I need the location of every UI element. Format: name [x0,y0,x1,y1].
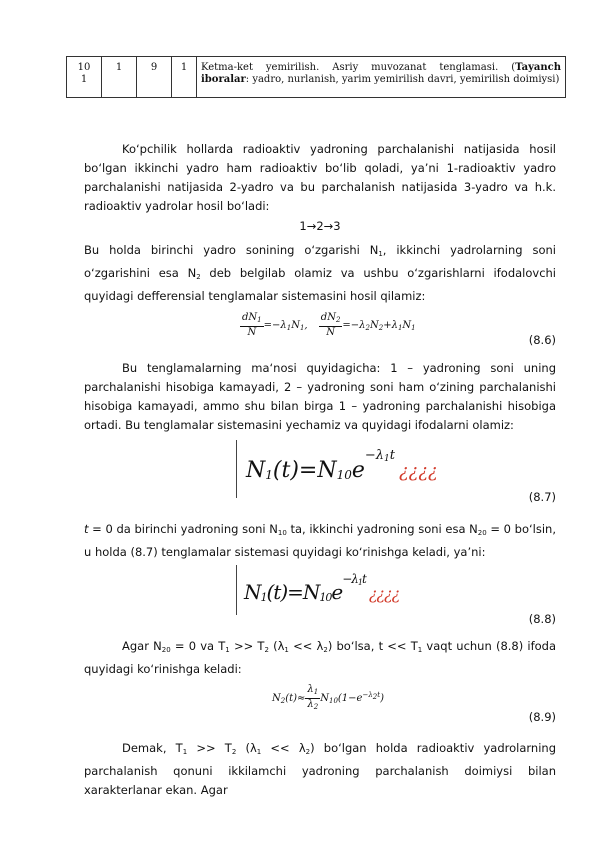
equation-8-7: $N_1(t)=N_{10}e^{-\lambda_1t}¿¿¿¿$ [246,448,438,483]
equation-8-8: $N_1(t)=N_{10}e^{-\lambda_1t}¿¿¿¿$ [244,572,400,604]
header-table [66,56,566,98]
equation-label-8-7: (8.7) [528,490,556,504]
table-cell-hours: 10 1 [67,57,102,98]
equation-brace [236,440,237,498]
equation-label-8-9: (8.9) [528,710,556,724]
equation-label-8-6: (8.6) [528,333,556,347]
equation-label-8-8: (8.8) [528,612,556,626]
table-cell-week: 9 [137,57,172,98]
table-cell-lecture: 1 [102,57,137,98]
paragraph-initial: t = 0 da birinchi yadroning soni $N_{10}$ ta, ikkinchi yadroning soni esa $N_{20} = 0$ bo‘lsin, u holda (8.7) tenglamalar sistemasi quyidagi ko‘rinishga keladi, ya’ni: [84,522,556,559]
paragraph-meaning: Bu tenglamalarning ma‘nosi quyidagicha: 1 – yadroning soni uning parchalanishi hisobiga kamayadi, 2 – yadroning soni ham o‘zining parchalanishi hisobiga kamayadi, ammo shu bilan birga 1 – yadroning parchalanishi hisobiga ortadi. Bu tenglamalar sistemasini yechamiz va quyidagi ifodalarni olamiz: [84,361,556,432]
paragraph-conclusion: Demak, $T_1 >> T_2$ $(\lambda_1 << \lambda_2)$ bo‘lgan holda radioaktiv yadrolarning parchalanish qonuni ikkilamchi yadroning parchalanish doimiysi bilan xarakterlanar ekan. Agar [84,741,556,797]
paragraph-notation: Bu holda birinchi yadro sonining o‘zgarishi $N_1$, ikkinchi yadrolarning soni o‘zgarishini esa $N_2$ deb belgilab olamiz va ushbu o‘zgarishlarni ifodalovchi quyidagi defferensial tenglamalar sistemasini hosil qilamiz: [84,243,557,303]
equation-8-9: $N_2(t)\approx$ $\frac{\lambda_1}{\lambda_2}$ $N_{10}(1-e^{-\lambda_2t})$ [272,684,384,711]
paragraph-condition: Agar $N_{20} = 0$ va $T_1 >> T_2$ $(\lambda_1 << \lambda_2)$ bo‘lsa, $t << T_1$ vaqt uchun (8.8) ifoda quyidagi ko‘rinishga keladi: [84,639,557,676]
paragraph-intro: Ko‘pchilik hollarda radioaktiv yadroning parchalanishi natijasida hosil bo‘lgan ikkinchi yadro ham radioaktiv bo‘lib qoladi, ya’ni 1-radioaktiv yadro parchalanishi natijasida 2-yadro va bu parchalanish natijasida 3-yadro va h.k. radioaktiv yadrolar hosil bo‘ladi: [84,142,556,213]
table-cell-topic: Ketma-ket yemirilish. Asriy muvozanat tenglamasi. (Tayanch iboralar: yadro, nurlanish, yarim yemirilish davri, yemirilish doimiysi) [197,57,566,98]
table-cell-count: 1 [172,57,197,98]
equation-brace-2 [236,565,237,615]
equation-8-6: $\frac{dN_1}{N}$ $=-\lambda_1N_1$, $\frac{dN_2}{N}$ $=-\lambda_2N_2+\lambda_1N_1$ [242,312,416,338]
decay-chain: 1→2→3 [299,219,341,233]
